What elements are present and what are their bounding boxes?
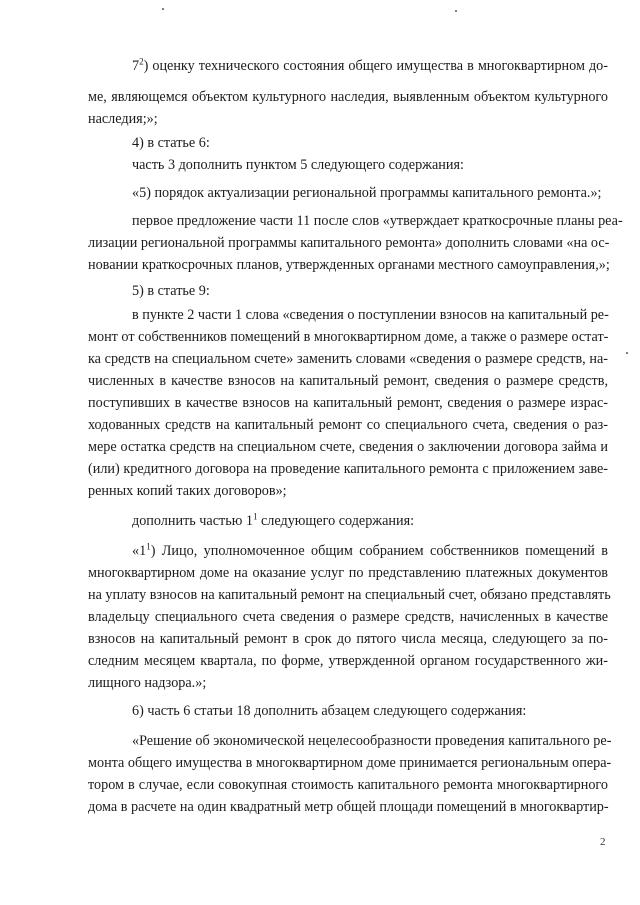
text-line — [132, 542, 608, 560]
text-line-content: взносов на капитальный ремонт в срок до пятого числа месяца, следующего за по- — [88, 631, 608, 647]
text-line-prefix: «1 — [132, 543, 147, 559]
text-line-content: лищного надзора.»; — [88, 675, 207, 691]
text-line — [132, 57, 608, 75]
text-line — [88, 394, 608, 412]
text-line — [132, 212, 623, 230]
text-line — [88, 652, 608, 670]
scan-speck — [162, 8, 164, 10]
text-line-content: тором в случае, если совокупная стоимость капитального ремонта многоквартирного — [88, 777, 608, 793]
text-line — [88, 460, 608, 478]
text-line — [88, 372, 608, 390]
text-line-content: многоквартирном доме на оказание услуг по представлению платежных документов — [88, 565, 608, 581]
text-line-prefix: дополнить частью 1 — [132, 513, 253, 529]
text-line-content: владельцу специального счета сведения о размере средств, начисленных в качестве — [88, 609, 608, 625]
text-line-content: в пункте 2 части 1 слова «сведения о поступлении взносов на капитальный ре- — [132, 307, 609, 323]
text-line-prefix: 7 — [132, 58, 140, 74]
scan-speck — [455, 10, 457, 12]
text-line — [88, 482, 608, 500]
text-line — [88, 110, 608, 128]
text-line-content: мере остатка средств на специальном счете, сведения о заключении договора займа и — [88, 439, 608, 455]
text-line-content: «5) порядок актуализации региональной программы капитального ремонта.»; — [132, 185, 602, 201]
text-line — [132, 184, 608, 202]
text-line-content: ка средств на специальном счете» заменить словами «сведения о размере средств, на- — [88, 351, 608, 367]
text-line — [88, 564, 608, 582]
text-line-content: ) оценку технического состояния общего имущества в многоквартирном до- — [143, 58, 608, 74]
text-line — [132, 702, 608, 720]
page-number: 2 — [600, 836, 606, 848]
text-line — [132, 134, 608, 152]
text-line-content: ме, являющемся объектом культурного наследия, выявленным объектом культурного — [88, 89, 608, 105]
text-line-content: часть 3 дополнить пунктом 5 следующего содержания: — [132, 157, 464, 173]
text-line — [88, 776, 608, 794]
text-line-content: 5) в статье 9: — [132, 283, 210, 299]
text-line-content: ходованных средств на капитальный ремонт со специального счета, сведения о раз- — [88, 417, 608, 433]
text-line-content: поступивших в качестве взносов на капитальный ремонт, сведения о размере израс- — [88, 395, 608, 411]
text-line — [88, 416, 608, 434]
text-line — [88, 630, 608, 648]
text-line — [88, 798, 608, 816]
text-line — [132, 732, 612, 750]
text-line-content: новании краткосрочных планов, утвержденных органами местного самоуправления,»; — [88, 257, 610, 273]
text-line-content: первое предложение части 11 после слов «утверждает краткосрочные планы реа- — [132, 213, 623, 229]
text-line — [88, 438, 608, 456]
text-line-content: (или) кредитного договора на проведение капитального ремонта с приложением заве- — [88, 461, 608, 477]
scan-speck — [626, 352, 628, 354]
text-line-content: «Решение об экономической нецелесообразности проведения капитального ре- — [132, 733, 612, 749]
text-line-content: монта общего имущества в многоквартирном доме принимается региональным опера- — [88, 755, 612, 771]
text-line — [88, 350, 608, 368]
text-line — [88, 328, 608, 346]
text-line-content: численных в качестве взносов на капитальный ремонт, сведения о размере средств, — [88, 373, 608, 389]
text-line — [88, 256, 608, 274]
superscript: 1 — [146, 541, 151, 552]
text-line-content: следним месяцем квартала, по форме, утвержденной органом государственного жи- — [88, 653, 608, 669]
text-line — [88, 608, 608, 626]
text-line — [88, 88, 608, 106]
text-line-content: монт от собственников помещений в многоквартирном доме, а также о размере остат- — [88, 329, 609, 345]
text-line — [88, 754, 612, 772]
text-line-content: ренных копий таких договоров»; — [88, 483, 287, 499]
superscript: 2 — [139, 56, 144, 67]
text-line — [132, 156, 608, 174]
text-line-content: лизации региональной программы капитального ремонта» дополнить словами «на ос- — [88, 235, 610, 251]
text-line-content: 4) в статье 6: — [132, 135, 210, 151]
text-line — [132, 282, 608, 300]
text-line — [88, 674, 608, 692]
text-line-content: следующего содержания: — [257, 513, 415, 529]
text-line — [88, 586, 611, 604]
text-line-content: 6) часть 6 статьи 18 дополнить абзацем следующего содержания: — [132, 703, 527, 719]
text-line — [132, 306, 608, 324]
text-line-content: на уплату взносов на капитальный ремонт на специальный счет, обязано представлять — [88, 587, 611, 603]
text-line-content: ) Лицо, уполномоченное общим собранием собственников помещений в — [150, 543, 608, 559]
text-line — [132, 512, 608, 530]
text-line-content: дома в расчете на один квадратный метр общей площади помещений в многоквартир- — [88, 799, 609, 815]
text-line — [88, 234, 608, 252]
superscript: 1 — [252, 511, 258, 522]
text-line-content: наследия;»; — [88, 111, 158, 127]
